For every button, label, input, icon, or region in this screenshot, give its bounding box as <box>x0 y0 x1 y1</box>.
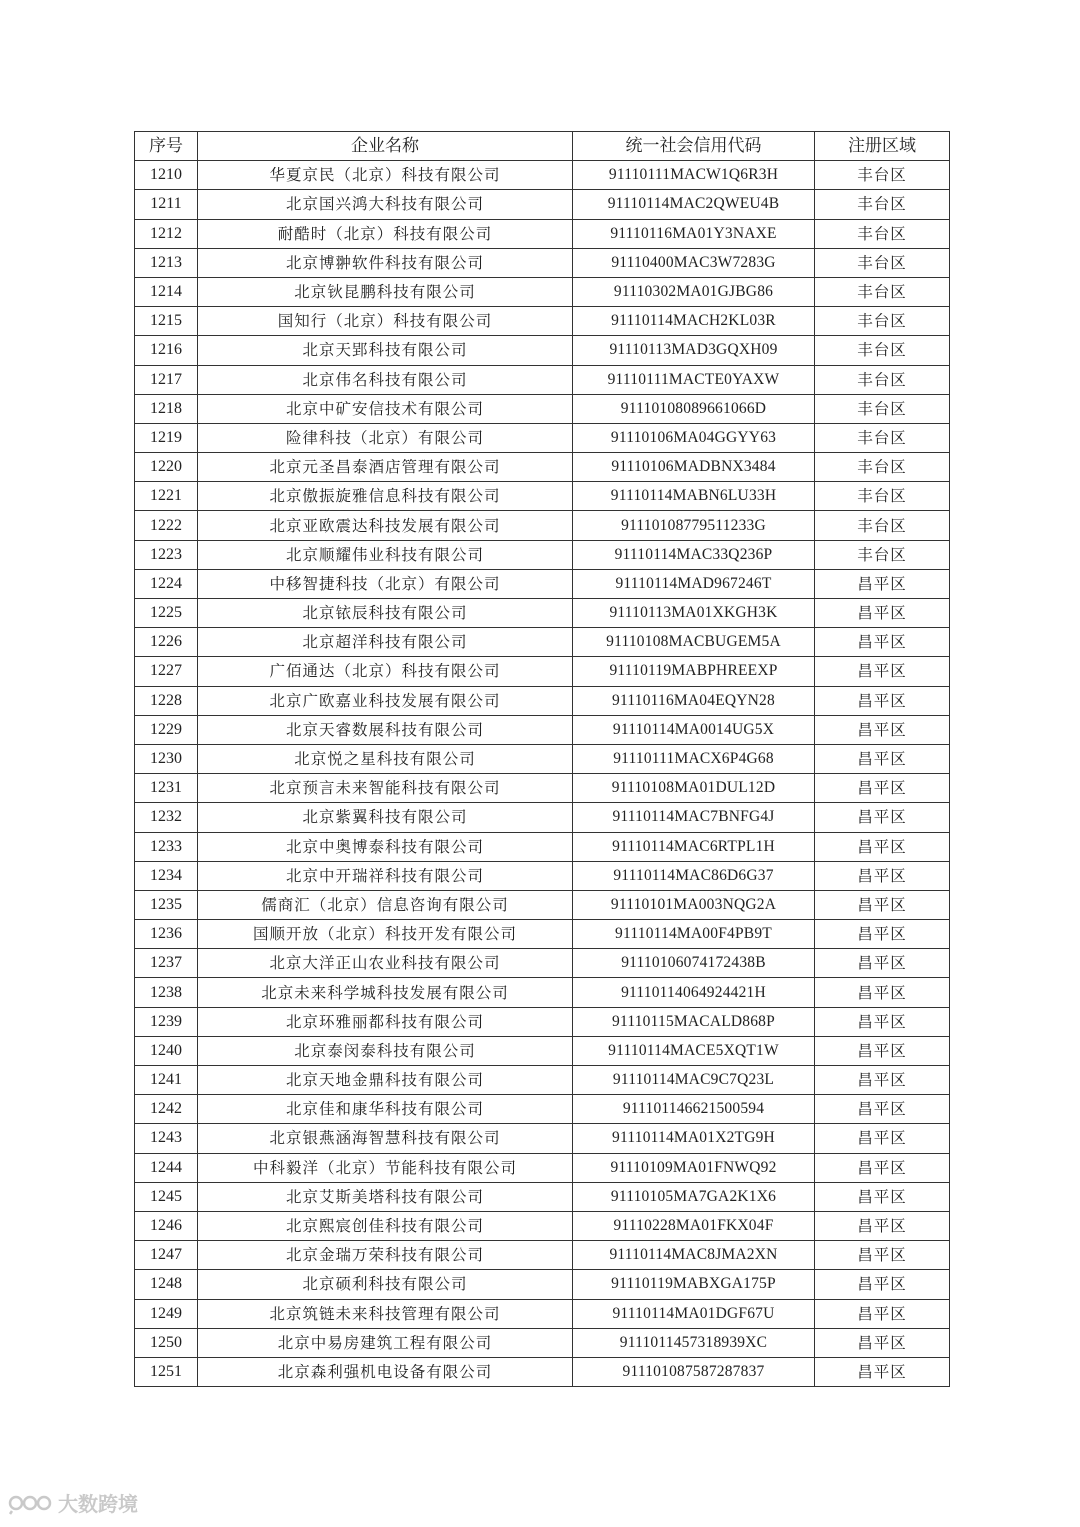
row-index: 1213 <box>135 248 198 277</box>
company-name: 北京预言未来智能科技有限公司 <box>198 774 573 803</box>
row-index: 1230 <box>135 744 198 773</box>
table-row <box>135 774 950 803</box>
registration-region: 昌平区 <box>815 1270 950 1299</box>
table-row <box>135 599 950 628</box>
company-name: 北京天睿数展科技有限公司 <box>198 715 573 744</box>
registration-region: 昌平区 <box>815 1211 950 1240</box>
company-name: 北京顺耀伟业科技有限公司 <box>198 540 573 569</box>
credit-code: 91110114MA01X2TG9H <box>573 1124 815 1153</box>
registration-region: 昌平区 <box>815 890 950 919</box>
row-index: 1248 <box>135 1270 198 1299</box>
row-index: 1250 <box>135 1328 198 1357</box>
row-index: 1227 <box>135 657 198 686</box>
registration-region: 昌平区 <box>815 1036 950 1065</box>
credit-code: 91110114MA0014UG5X <box>573 715 815 744</box>
table-row <box>135 861 950 890</box>
credit-code: 91110116MA01Y3NAXE <box>573 219 815 248</box>
company-name: 北京国兴鸿大科技有限公司 <box>198 190 573 219</box>
registration-region: 丰台区 <box>815 423 950 452</box>
row-index: 1221 <box>135 482 198 511</box>
registration-region: 昌平区 <box>815 744 950 773</box>
registration-region: 丰台区 <box>815 511 950 540</box>
row-index: 1229 <box>135 715 198 744</box>
enterprise-list-sheet <box>134 131 949 1387</box>
company-name: 北京傲振旋雅信息科技有限公司 <box>198 482 573 511</box>
table-row <box>135 1124 950 1153</box>
credit-code: 91110106MADBNX3484 <box>573 453 815 482</box>
credit-code: 91110108MA01DUL12D <box>573 774 815 803</box>
watermark <box>8 1488 138 1517</box>
credit-code: 91110114MABN6LU33H <box>573 482 815 511</box>
credit-code: 91110111MACX6P4G68 <box>573 744 815 773</box>
registration-region: 昌平区 <box>815 1007 950 1036</box>
credit-code: 91110108MACBUGEM5A <box>573 628 815 657</box>
credit-code: 91110109MA01FNWQ92 <box>573 1153 815 1182</box>
row-index: 1212 <box>135 219 198 248</box>
registration-region: 昌平区 <box>815 628 950 657</box>
credit-code: 91110114MAC86D6G37 <box>573 861 815 890</box>
table-row <box>135 1299 950 1328</box>
company-name: 北京中易房建筑工程有限公司 <box>198 1328 573 1357</box>
row-index: 1242 <box>135 1095 198 1124</box>
credit-code: 91110114MACE5XQT1W <box>573 1036 815 1065</box>
registration-region: 丰台区 <box>815 190 950 219</box>
credit-code: 91110302MA01GJBG86 <box>573 277 815 306</box>
registration-region: 昌平区 <box>815 1066 950 1095</box>
row-index: 1215 <box>135 307 198 336</box>
credit-code: 91110113MA01XKGH3K <box>573 599 815 628</box>
registration-region: 昌平区 <box>815 861 950 890</box>
table-row <box>135 715 950 744</box>
table-row <box>135 277 950 306</box>
header-credit-code: 统一社会信用代码 <box>573 132 815 161</box>
row-index: 1251 <box>135 1357 198 1386</box>
company-name: 北京超洋科技有限公司 <box>198 628 573 657</box>
company-name: 北京广欧嘉业科技发展有限公司 <box>198 686 573 715</box>
credit-code: 91110106074172438B <box>573 949 815 978</box>
credit-code: 91110114MAC6RTPL1H <box>573 832 815 861</box>
registration-region: 丰台区 <box>815 482 950 511</box>
company-name: 广佰通达（北京）科技有限公司 <box>198 657 573 686</box>
registration-region: 丰台区 <box>815 453 950 482</box>
credit-code: 91110400MAC3W7283G <box>573 248 815 277</box>
table-row <box>135 686 950 715</box>
registration-region: 昌平区 <box>815 1328 950 1357</box>
table-row <box>135 890 950 919</box>
credit-code: 91110108779511233G <box>573 511 815 540</box>
enterprise-table <box>134 131 950 1387</box>
row-index: 1225 <box>135 599 198 628</box>
row-index: 1217 <box>135 365 198 394</box>
registration-region: 昌平区 <box>815 1124 950 1153</box>
table-row <box>135 1066 950 1095</box>
row-index: 1226 <box>135 628 198 657</box>
table-row <box>135 336 950 365</box>
row-index: 1239 <box>135 1007 198 1036</box>
table-row <box>135 657 950 686</box>
company-name: 北京大洋正山农业科技有限公司 <box>198 949 573 978</box>
company-name: 北京钬昆鹏科技有限公司 <box>198 277 573 306</box>
credit-code: 91110116MA04EQYN28 <box>573 686 815 715</box>
company-name: 险律科技（北京）有限公司 <box>198 423 573 452</box>
company-name: 儒商汇（北京）信息咨询有限公司 <box>198 890 573 919</box>
company-name: 北京森利强机电设备有限公司 <box>198 1357 573 1386</box>
table-row <box>135 569 950 598</box>
credit-code: 91110119MABXGA175P <box>573 1270 815 1299</box>
credit-code: 91110113MAD3GQXH09 <box>573 336 815 365</box>
credit-code: 91110101MA003NQG2A <box>573 890 815 919</box>
table-row <box>135 1270 950 1299</box>
table-row <box>135 1182 950 1211</box>
company-name: 北京银燕涵海智慧科技有限公司 <box>198 1124 573 1153</box>
registration-region: 昌平区 <box>815 978 950 1007</box>
row-index: 1220 <box>135 453 198 482</box>
row-index: 1249 <box>135 1299 198 1328</box>
company-name: 北京泰闵泰科技有限公司 <box>198 1036 573 1065</box>
row-index: 1219 <box>135 423 198 452</box>
company-name: 北京中矿安信技术有限公司 <box>198 394 573 423</box>
row-index: 1233 <box>135 832 198 861</box>
credit-code: 91110114MAC7BNFG4J <box>573 803 815 832</box>
registration-region: 昌平区 <box>815 657 950 686</box>
credit-code: 9111011457318939XC <box>573 1328 815 1357</box>
table-row <box>135 511 950 540</box>
table-row <box>135 161 950 190</box>
credit-code: 911101087587287837 <box>573 1357 815 1386</box>
company-name: 国顺开放（北京）科技开发有限公司 <box>198 920 573 949</box>
company-name: 北京铱辰科技有限公司 <box>198 599 573 628</box>
table-row <box>135 482 950 511</box>
table-row <box>135 949 950 978</box>
company-name: 北京佳和康华科技有限公司 <box>198 1095 573 1124</box>
table-row <box>135 1357 950 1386</box>
registration-region: 昌平区 <box>815 803 950 832</box>
credit-code: 91110114MA00F4PB9T <box>573 920 815 949</box>
row-index: 1236 <box>135 920 198 949</box>
registration-region: 昌平区 <box>815 599 950 628</box>
company-name: 北京未来科学城科技发展有限公司 <box>198 978 573 1007</box>
table-row <box>135 978 950 1007</box>
row-index: 1222 <box>135 511 198 540</box>
registration-region: 丰台区 <box>815 248 950 277</box>
header-company-name: 企业名称 <box>198 132 573 161</box>
registration-region: 昌平区 <box>815 1357 950 1386</box>
company-name: 北京天郢科技有限公司 <box>198 336 573 365</box>
row-index: 1216 <box>135 336 198 365</box>
company-name: 北京亚欧震达科技发展有限公司 <box>198 511 573 540</box>
credit-code: 91110114MAD967246T <box>573 569 815 598</box>
company-name: 北京艾斯美塔科技有限公司 <box>198 1182 573 1211</box>
header-index: 序号 <box>135 132 198 161</box>
header-region: 注册区域 <box>815 132 950 161</box>
registration-region: 昌平区 <box>815 920 950 949</box>
row-index: 1247 <box>135 1241 198 1270</box>
row-index: 1238 <box>135 978 198 1007</box>
credit-code: 91110111MACTE0YAXW <box>573 365 815 394</box>
row-index: 1234 <box>135 861 198 890</box>
company-name: 北京金瑞万荣科技有限公司 <box>198 1241 573 1270</box>
credit-code: 91110114MACH2KL03R <box>573 307 815 336</box>
registration-region: 昌平区 <box>815 1095 950 1124</box>
watermark-text: 大数跨境 <box>58 1492 138 1516</box>
company-name: 北京中奥博泰科技有限公司 <box>198 832 573 861</box>
table-row <box>135 1153 950 1182</box>
credit-code: 91110114064924421H <box>573 978 815 1007</box>
table-row <box>135 248 950 277</box>
row-index: 1228 <box>135 686 198 715</box>
row-index: 1211 <box>135 190 198 219</box>
company-name: 北京天地金鼎科技有限公司 <box>198 1066 573 1095</box>
table-row <box>135 540 950 569</box>
company-name: 北京伟名科技有限公司 <box>198 365 573 394</box>
row-index: 1241 <box>135 1066 198 1095</box>
table-row <box>135 1211 950 1240</box>
company-name: 北京中开瑞祥科技有限公司 <box>198 861 573 890</box>
credit-code: 911101146621500594 <box>573 1095 815 1124</box>
table-row <box>135 1328 950 1357</box>
row-index: 1235 <box>135 890 198 919</box>
row-index: 1237 <box>135 949 198 978</box>
table-row <box>135 394 950 423</box>
company-name: 北京熙宸创佳科技有限公司 <box>198 1211 573 1240</box>
table-row <box>135 832 950 861</box>
registration-region: 昌平区 <box>815 569 950 598</box>
registration-region: 丰台区 <box>815 277 950 306</box>
credit-code: 91110111MACW1Q6R3H <box>573 161 815 190</box>
company-name: 国知行（北京）科技有限公司 <box>198 307 573 336</box>
table-row <box>135 453 950 482</box>
registration-region: 丰台区 <box>815 219 950 248</box>
company-name: 中科毅洋（北京）节能科技有限公司 <box>198 1153 573 1182</box>
company-name: 北京博翀软件科技有限公司 <box>198 248 573 277</box>
credit-code: 91110114MAC8JMA2XN <box>573 1241 815 1270</box>
credit-code: 91110114MAC9C7Q23L <box>573 1066 815 1095</box>
credit-code: 91110106MA04GGYY63 <box>573 423 815 452</box>
company-name: 耐酷时（北京）科技有限公司 <box>198 219 573 248</box>
registration-region: 丰台区 <box>815 394 950 423</box>
registration-region: 丰台区 <box>815 540 950 569</box>
table-row <box>135 920 950 949</box>
company-name: 北京环雅丽都科技有限公司 <box>198 1007 573 1036</box>
row-index: 1244 <box>135 1153 198 1182</box>
company-name: 北京紫翼科技有限公司 <box>198 803 573 832</box>
credit-code: 91110115MACALD868P <box>573 1007 815 1036</box>
row-index: 1214 <box>135 277 198 306</box>
credit-code: 91110119MABPHREEXP <box>573 657 815 686</box>
company-name: 北京悦之星科技有限公司 <box>198 744 573 773</box>
table-row <box>135 423 950 452</box>
registration-region: 丰台区 <box>815 161 950 190</box>
table-row <box>135 365 950 394</box>
row-index: 1223 <box>135 540 198 569</box>
table-row <box>135 1036 950 1065</box>
table-row <box>135 307 950 336</box>
table-row <box>135 1007 950 1036</box>
company-name: 北京筑链未来科技管理有限公司 <box>198 1299 573 1328</box>
registration-region: 丰台区 <box>815 336 950 365</box>
row-index: 1232 <box>135 803 198 832</box>
registration-region: 昌平区 <box>815 949 950 978</box>
registration-region: 丰台区 <box>815 365 950 394</box>
row-index: 1210 <box>135 161 198 190</box>
row-index: 1243 <box>135 1124 198 1153</box>
row-index: 1224 <box>135 569 198 598</box>
registration-region: 昌平区 <box>815 774 950 803</box>
table-row <box>135 803 950 832</box>
company-name: 华夏京民（北京）科技有限公司 <box>198 161 573 190</box>
company-name: 中移智捷科技（北京）有限公司 <box>198 569 573 598</box>
credit-code: 91110114MAC33Q236P <box>573 540 815 569</box>
table-row <box>135 219 950 248</box>
registration-region: 丰台区 <box>815 307 950 336</box>
company-name: 北京硕利科技有限公司 <box>198 1270 573 1299</box>
credit-code: 91110108089661066D <box>573 394 815 423</box>
company-name: 北京元圣昌泰酒店管理有限公司 <box>198 453 573 482</box>
registration-region: 昌平区 <box>815 686 950 715</box>
registration-region: 昌平区 <box>815 1182 950 1211</box>
table-row <box>135 1095 950 1124</box>
table-row <box>135 1241 950 1270</box>
credit-code: 91110114MAC2QWEU4B <box>573 190 815 219</box>
row-index: 1246 <box>135 1211 198 1240</box>
row-index: 1245 <box>135 1182 198 1211</box>
credit-code: 91110228MA01FKX04F <box>573 1211 815 1240</box>
registration-region: 昌平区 <box>815 715 950 744</box>
table-header-row <box>135 132 950 161</box>
table-row <box>135 744 950 773</box>
brand-logo-icon <box>8 1491 52 1515</box>
credit-code: 91110114MA01DGF67U <box>573 1299 815 1328</box>
registration-region: 昌平区 <box>815 1241 950 1270</box>
row-index: 1231 <box>135 774 198 803</box>
registration-region: 昌平区 <box>815 1299 950 1328</box>
registration-region: 昌平区 <box>815 832 950 861</box>
table-row <box>135 190 950 219</box>
registration-region: 昌平区 <box>815 1153 950 1182</box>
table-row <box>135 628 950 657</box>
credit-code: 91110105MA7GA2K1X6 <box>573 1182 815 1211</box>
row-index: 1240 <box>135 1036 198 1065</box>
row-index: 1218 <box>135 394 198 423</box>
table-body <box>135 161 950 1387</box>
